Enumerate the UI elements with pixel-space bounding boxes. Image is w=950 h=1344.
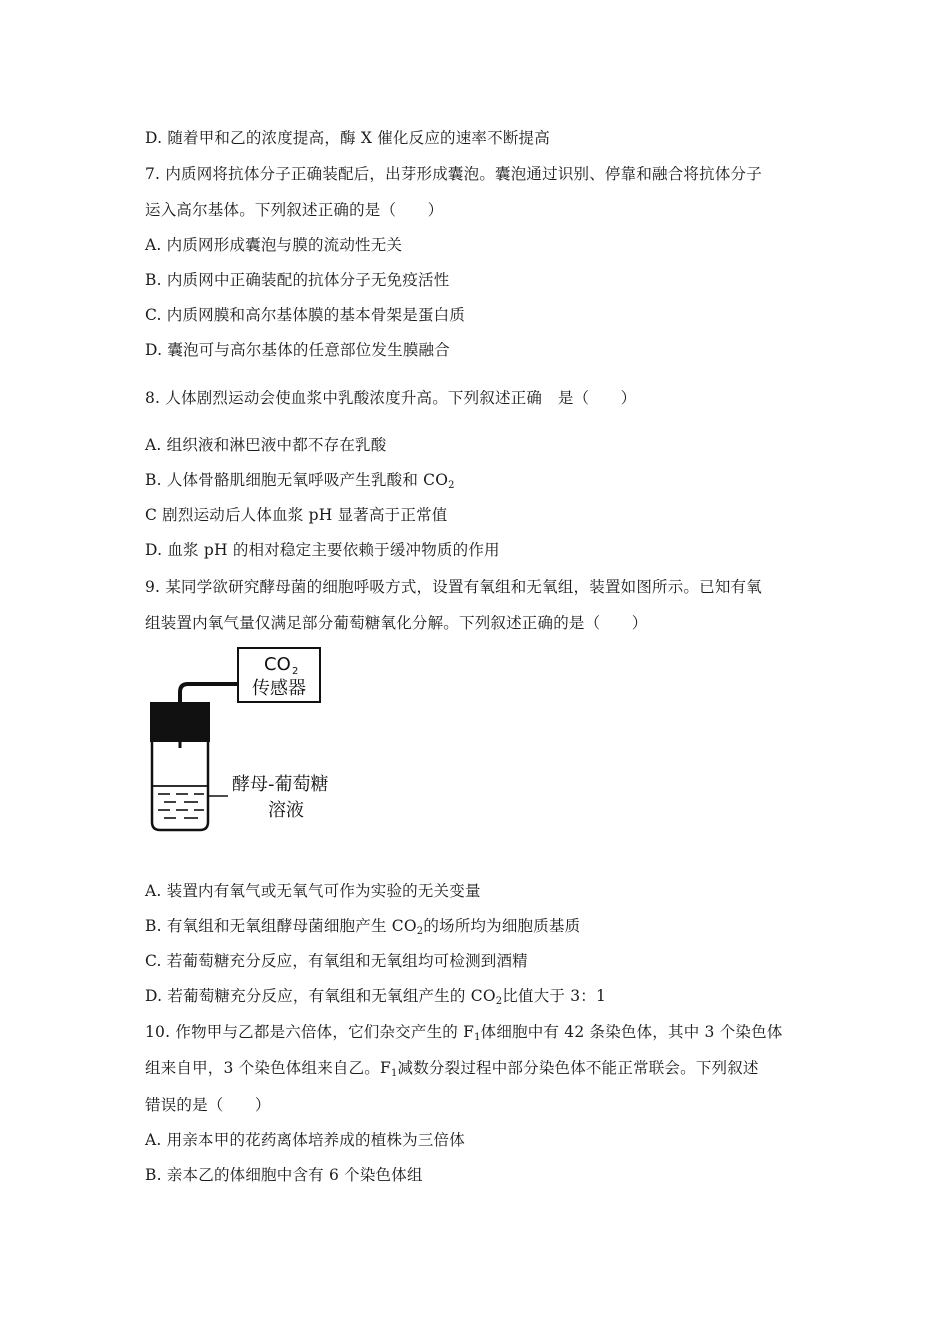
- q10-stem-line3: 错误的是（ ）: [145, 1096, 271, 1114]
- liquid-hatching: [158, 794, 204, 818]
- q10-stem-line1: [145, 1022, 783, 1042]
- q8-option-c: C 剧烈运动后人体血浆 pH 显著高于正常值: [145, 506, 448, 524]
- sensor-co-text: CO: [264, 654, 291, 675]
- q9-option-b-subscript: 2: [416, 926, 424, 937]
- solution-label-line1: 酵母-葡萄糖: [232, 774, 329, 795]
- q7-option-a: A. 内质网形成囊泡与膜的流动性无关: [145, 236, 403, 254]
- q9-option-d-text-end: 比值大于 3：1: [502, 987, 607, 1005]
- q10-stem2-subscript: 1: [390, 1068, 398, 1079]
- sensor-co-subscript: 2: [292, 666, 299, 677]
- q9-stem-line2: 组装置内氧气量仅满足部分葡萄糖氧化分解。下列叙述正确的是（ ）: [145, 614, 648, 632]
- q9-option-b-text-end: 的场所均为细胞质基质: [423, 917, 581, 935]
- solution-label-line2: 溶液: [268, 800, 304, 821]
- sensor-tube: [180, 684, 238, 704]
- q6-option-d: D. 随着甲和乙的浓度提高，酶 X 催化反应的速率不断提高: [145, 129, 550, 147]
- q7-stem-line2: 运入高尔基体。下列叙述正确的是（ ）: [145, 201, 444, 219]
- q7-option-b: B. 内质网中正确装配的抗体分子无免疫活性: [145, 271, 450, 289]
- q8-option-d: D. 血浆 pH 的相对稳定主要依赖于缓冲物质的作用: [145, 541, 500, 559]
- q9-option-d: [145, 986, 606, 1006]
- q10-option-b: B. 亲本乙的体细胞中含有 6 个染色体组: [145, 1166, 423, 1184]
- q7-stem-line1: 7. 内质网将抗体分子正确装配后，出芽形成囊泡。囊泡通过识别、停靠和融合将抗体分子: [145, 165, 762, 183]
- q9-stem-line1: 9. 某同学欲研究酵母菌的细胞呼吸方式，设置有氧组和无氧组，装置如图所示。已知有氧: [145, 578, 762, 596]
- q10-stem2-text-end: 减数分裂过程中部分染色体不能正常联会。下列叙述: [397, 1059, 759, 1077]
- yeast-apparatus-figure: [140, 640, 370, 840]
- q9-option-d-subscript: 2: [495, 996, 503, 1007]
- q9-option-b: [145, 916, 580, 936]
- q9-option-a: A. 装置内有氧气或无氧气可作为实验的无关变量: [145, 882, 481, 900]
- q10-option-a: A. 用亲本甲的花药离体培养成的植株为三倍体: [145, 1131, 465, 1149]
- q10-stem1-subscript: 1: [474, 1032, 481, 1043]
- q9-option-d-text: D. 若葡萄糖充分反应，有氧组和无氧组产生的 CO: [145, 987, 496, 1005]
- q10-stem1-text: 10. 作物甲与乙都是六倍体，它们杂交产生的 F: [145, 1023, 475, 1041]
- q8-option-b-subscript: 2: [448, 480, 455, 491]
- q10-stem-line2: [145, 1058, 759, 1078]
- q7-option-d: D. 囊泡可与高尔基体的任意部位发生膜融合: [145, 341, 450, 359]
- q8-stem: 8. 人体剧烈运动会使血浆中乳酸浓度升高。下列叙述正确 是（ ）: [145, 389, 637, 407]
- sensor-label-text: 传感器: [252, 678, 306, 699]
- q10-stem1-text-end: 体细胞中有 42 条染色体，其中 3 个染色体: [480, 1023, 783, 1041]
- q7-option-c: C. 内质网膜和高尔基体膜的基本骨架是蛋白质: [145, 306, 466, 324]
- q10-stem2-text: 组来自甲，3 个染色体组来自乙。F: [145, 1059, 391, 1077]
- q8-option-a: A. 组织液和淋巴液中都不存在乳酸: [145, 436, 387, 454]
- stopper: [150, 702, 210, 742]
- q9-option-b-text: B. 有氧组和无氧组酵母菌细胞产生 CO: [145, 917, 417, 935]
- q8-option-b: [145, 470, 455, 490]
- apparatus-svg: [140, 640, 370, 840]
- q9-option-c: C. 若葡萄糖充分反应，有氧组和无氧组均可检测到酒精: [145, 952, 528, 970]
- q8-option-b-text: B. 人体骨骼肌细胞无氧呼吸产生乳酸和 CO: [145, 471, 449, 489]
